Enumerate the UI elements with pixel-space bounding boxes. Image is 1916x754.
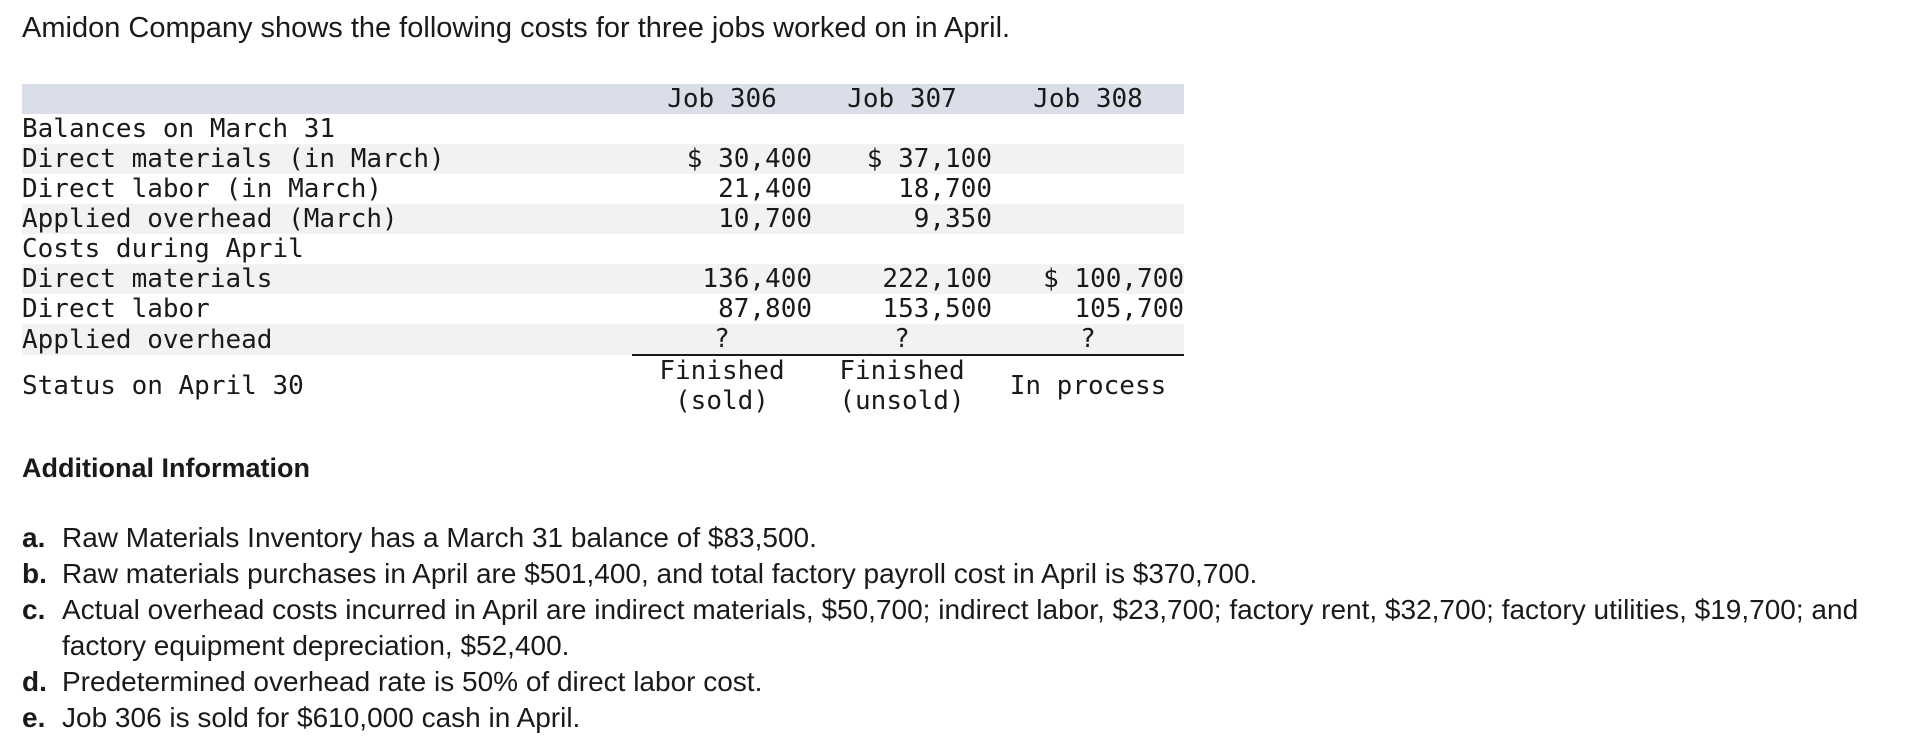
status-job-307-line2: (unsold) bbox=[839, 386, 965, 416]
cell-job-307: 222,100 bbox=[882, 264, 992, 294]
list-text: Actual overhead costs incurred in April are indirect materials, $50,700; indirect labor, $23,700; factory rent, $32,700; factory utilities, $19,700; and factory equipment depreciation, $52,400. bbox=[62, 594, 1859, 661]
job-cost-table bbox=[22, 84, 1184, 416]
cell-job-308 bbox=[992, 144, 1184, 174]
table-row bbox=[22, 264, 1184, 294]
row-label: Direct labor bbox=[22, 294, 210, 324]
status-row bbox=[22, 355, 1184, 416]
row-label: Applied overhead (March) bbox=[22, 204, 398, 234]
header-job-306: Job 306 bbox=[667, 84, 777, 114]
cell-job-307: 18,700 bbox=[898, 174, 992, 204]
additional-info-list bbox=[22, 520, 1912, 736]
list-text: Raw materials purchases in April are $501,400, and total factory payroll cost in April is $370,700. bbox=[62, 558, 1258, 589]
list-item bbox=[22, 700, 1912, 736]
table-row bbox=[22, 144, 1184, 174]
cell-job-306: 21,400 bbox=[718, 174, 812, 204]
list-item bbox=[22, 664, 1912, 700]
header-job-307: Job 307 bbox=[847, 84, 957, 114]
row-label: Direct materials (in March) bbox=[22, 144, 445, 174]
table-row bbox=[22, 174, 1184, 204]
section-row-balances bbox=[22, 114, 1184, 144]
header-label-blank bbox=[22, 84, 632, 114]
status-job-306 bbox=[632, 355, 812, 416]
status-label: Status on April 30 bbox=[22, 370, 304, 401]
table-header-row bbox=[22, 84, 1184, 114]
section-title-balances: Balances on March 31 bbox=[22, 114, 336, 144]
status-job-306-line1: Finished bbox=[659, 356, 785, 386]
list-text: Raw Materials Inventory has a March 31 balance of $83,500. bbox=[62, 522, 817, 553]
cell-job-307: 9,350 bbox=[913, 204, 992, 234]
list-text: Predetermined overhead rate is 50% of direct labor cost. bbox=[62, 666, 763, 697]
list-marker: a. bbox=[22, 522, 46, 553]
cell-job-308: ? bbox=[992, 324, 1184, 355]
cell-job-307: ? bbox=[812, 324, 992, 355]
row-label: Direct labor (in March) bbox=[22, 174, 383, 204]
job-cost-table-container bbox=[22, 84, 1184, 416]
additional-info-title: Additional Information bbox=[22, 453, 310, 483]
status-job-308: In process bbox=[1009, 371, 1167, 401]
list-item bbox=[22, 520, 1912, 556]
table-row bbox=[22, 204, 1184, 234]
table-row bbox=[22, 324, 1184, 355]
section-title-april-costs: Costs during April bbox=[22, 234, 304, 264]
list-text: Job 306 is sold for $610,000 cash in April. bbox=[62, 702, 581, 733]
status-job-306-line2: (sold) bbox=[675, 386, 769, 416]
list-marker: c. bbox=[22, 594, 46, 625]
row-label: Direct materials bbox=[22, 264, 273, 294]
cell-job-307: 153,500 bbox=[882, 294, 992, 324]
section-row-april-costs bbox=[22, 234, 1184, 264]
cell-job-306: 10,700 bbox=[718, 204, 812, 234]
list-marker: e. bbox=[22, 702, 46, 733]
cell-job-308 bbox=[992, 204, 1184, 234]
cell-job-306: $ 30,400 bbox=[686, 144, 812, 174]
list-marker: d. bbox=[22, 666, 47, 697]
problem-intro: Amidon Company shows the following costs for three jobs worked on in April. bbox=[22, 12, 1011, 44]
list-item bbox=[22, 556, 1912, 592]
cell-job-306: 136,400 bbox=[702, 264, 812, 294]
list-item bbox=[22, 592, 1912, 664]
status-job-307 bbox=[812, 355, 992, 416]
cell-job-308: $ 100,700 bbox=[1043, 264, 1184, 294]
header-job-308: Job 308 bbox=[1033, 84, 1143, 114]
status-job-307-line1: Finished bbox=[839, 356, 965, 386]
list-marker: b. bbox=[22, 558, 47, 589]
cell-job-307: $ 37,100 bbox=[866, 144, 992, 174]
cell-job-306: ? bbox=[632, 324, 812, 355]
table-row bbox=[22, 294, 1184, 324]
cell-job-306: 87,800 bbox=[718, 294, 812, 324]
cell-job-308 bbox=[992, 174, 1184, 204]
row-label: Applied overhead bbox=[22, 324, 273, 355]
cell-job-308: 105,700 bbox=[1074, 294, 1184, 324]
